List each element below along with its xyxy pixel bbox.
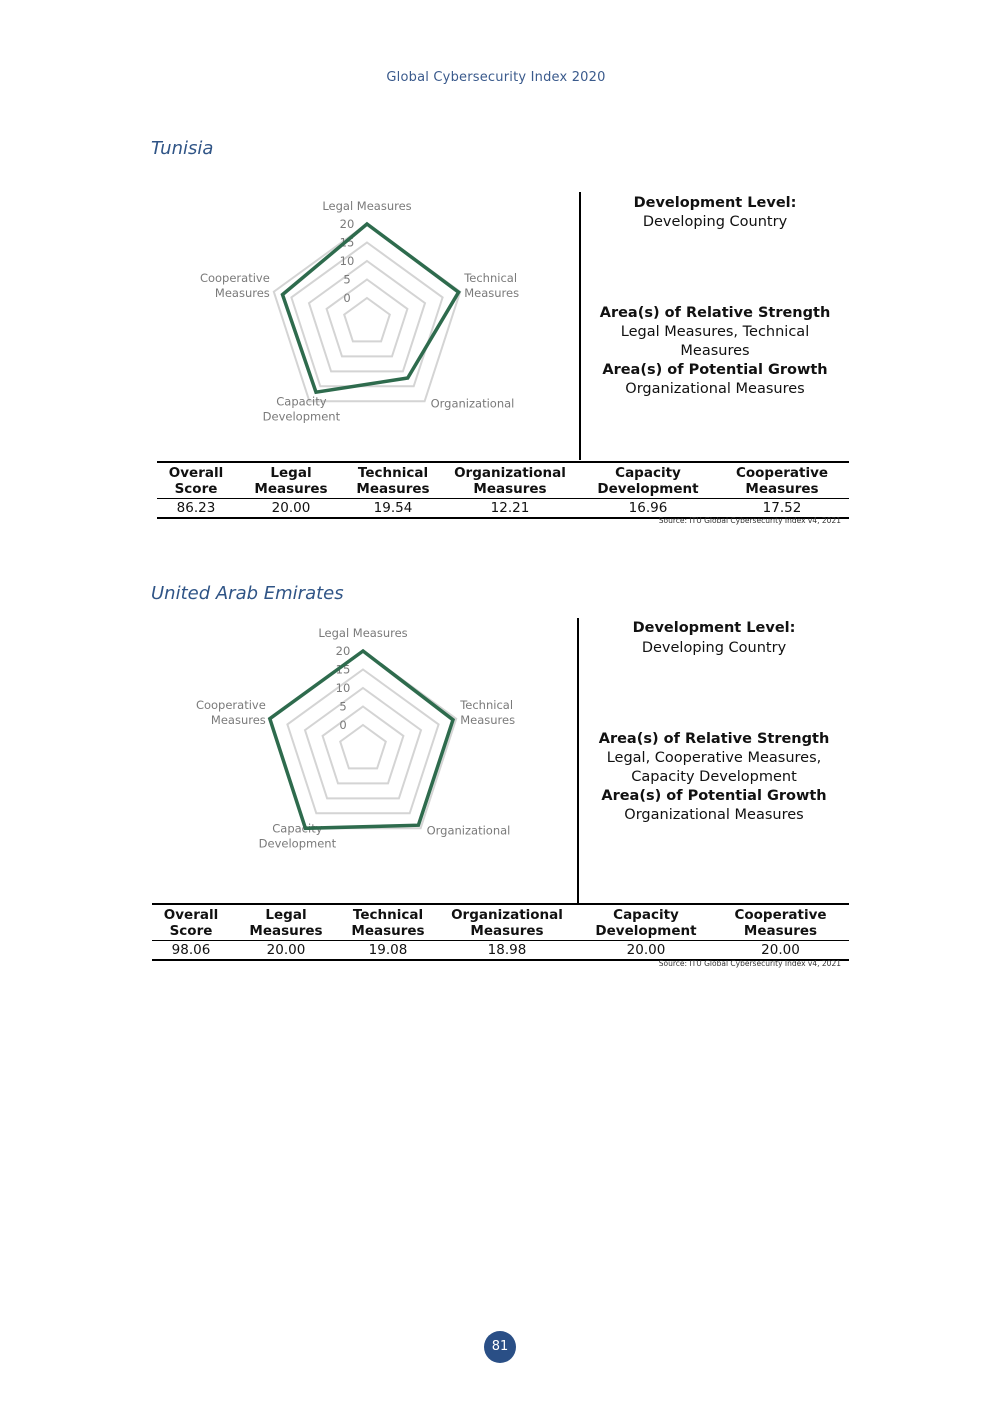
strength-label: Area(s) of Relative Strength [599,305,831,321]
radar-chart-uae [176,622,546,862]
radar-axis-label: Legal Measures [318,626,408,640]
radar-tick-label: 20 [335,644,351,658]
dev-level-value: Developing Country [641,640,787,656]
radar-axis-label: Organizational [426,823,511,838]
radar-grid-ring [305,688,421,798]
capacity-score-cell: 16.96 [628,500,668,516]
dev-level-label: Development Level: [633,195,797,211]
radar-axis-label: Measures [464,286,520,301]
source-note: Source: ITU Global Cybersecurity Index v4, 2021 [658,516,841,525]
radar-series-line [270,651,453,828]
legal-score-cell: 20.00 [271,500,311,516]
capacity-score-cell: 20.00 [626,942,666,958]
col-header: Overall Score [163,907,219,939]
radar-tick-label: 5 [343,272,351,287]
source-note: Source: ITU Global Cybersecurity Index v4, 2021 [658,959,841,968]
dev-level-label: Development Level: [632,620,796,636]
radar-tick-label: 0 [339,718,347,732]
dev-level-value: Developing Country [642,214,788,230]
page-number-badge: 81 [484,1331,516,1363]
overall-score-cell: 98.06 [171,942,211,958]
col-header: Organizational Measures [454,465,566,497]
radar-grid-ring [327,280,408,357]
page-header: Global Cybersecurity Index 2020 [386,70,606,85]
table-header-row [152,904,849,941]
radar-chart-tunisia [180,195,550,435]
col-header: Technical Measures [356,465,430,497]
growth-label: Area(s) of Potential Growth [602,362,828,378]
growth-label: Area(s) of Potential Growth [601,788,827,804]
radar-axis-label: Legal Measures [322,199,412,213]
radar-axis-label: Measures [210,713,266,728]
col-header: Organizational Measures [451,907,563,939]
radar-tick-label: 15 [335,662,351,677]
score-table-uae [152,903,849,961]
radar-axis-label: Development [262,409,341,424]
radar-series-line [283,224,459,392]
cooperative-score-cell: 20.00 [761,942,800,958]
col-header: Capacity Development [597,465,699,497]
col-header: Legal Measures [254,465,328,497]
radar-tick-label: 15 [339,235,355,250]
radar-grid-ring [274,224,460,401]
radar-tick-label: 20 [339,217,355,231]
radar-tick-label: 10 [339,254,355,268]
radar-grid-ring [323,707,404,784]
radar-tick-label: 10 [335,681,351,695]
country-title-tunisia: Tunisia [151,138,214,159]
growth-value: Organizational Measures [625,381,805,397]
radar-grid-ring [340,725,386,768]
col-header: Cooperative Measures [734,907,827,939]
radar-axis-label: Development [258,836,337,851]
col-header: Overall Score [168,465,224,497]
strength-line: Legal Measures, Technical [620,324,810,340]
strength-label: Area(s) of Relative Strength [598,731,830,747]
table-header-row [157,462,849,499]
col-header: Legal Measures [249,907,323,939]
radar-axis-label: Measures [460,713,516,728]
strength-line: Measures [680,343,750,359]
radar-tick-label: 5 [339,699,347,714]
radar-axis-label: Capacity [276,394,327,409]
technical-score-cell: 19.08 [368,942,408,958]
cooperative-score-cell: 17.52 [762,500,802,516]
overall-score-cell: 86.23 [176,500,216,516]
growth-value: Organizational Measures [624,807,804,823]
legal-score-cell: 20.00 [266,942,306,958]
radar-tick-label: 0 [343,291,351,305]
radar-axis-label: Cooperative [195,698,266,713]
technical-score-cell: 19.54 [373,500,413,516]
score-table-tunisia [157,461,849,519]
info-panel-tunisia [580,194,850,232]
radar-axis-label: Measures [214,286,270,301]
radar-axis-label: Technical [460,698,514,713]
strength-line: Capacity Development [631,769,797,785]
strength-line: Legal, Cooperative Measures, [606,750,822,766]
radar-axis-label: Technical [464,271,518,286]
strength-panel-tunisia [580,304,850,399]
col-header: Capacity Development [595,907,697,939]
organizational-score-cell: 18.98 [487,942,527,958]
radar-axis-label: Cooperative [199,271,270,286]
radar-axis-label: Organizational [430,396,515,411]
radar-grid-ring [344,298,390,341]
info-panel-uae [579,619,849,658]
radar-grid-ring [309,261,425,371]
col-header: Technical Measures [351,907,425,939]
col-header: Cooperative Measures [735,465,829,497]
organizational-score-cell: 12.21 [490,500,530,516]
country-title-uae: United Arab Emirates [151,583,344,604]
radar-axis-label: Capacity [272,821,323,836]
table-row [152,941,849,961]
strength-panel-uae [579,730,849,825]
